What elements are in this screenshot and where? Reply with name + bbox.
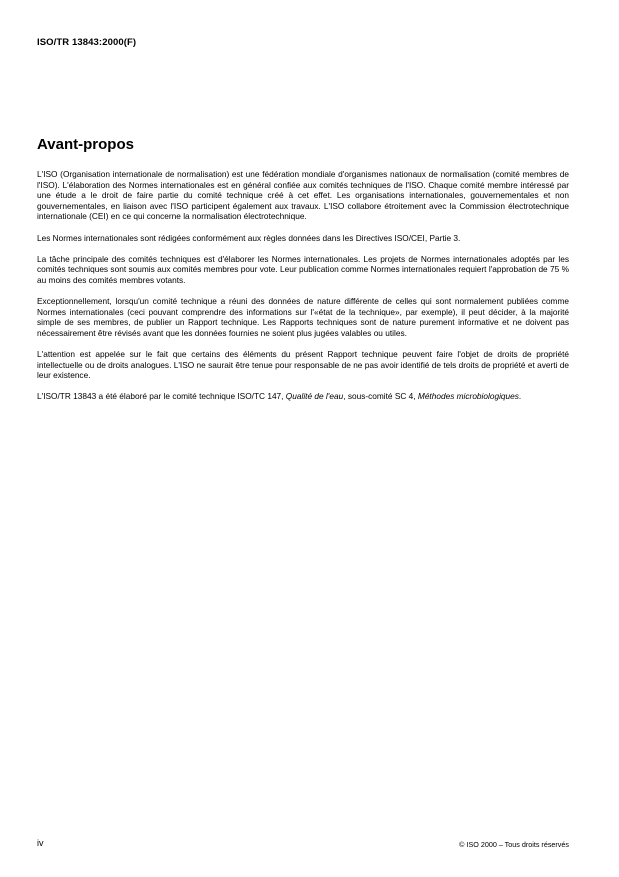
- origin-title-microbiological-methods: Méthodes microbiologiques: [417, 391, 519, 402]
- page-number: iv: [37, 838, 44, 848]
- paragraph-patent-rights: L'attention est appelée sur le fait que certains des éléments du présent Rapport technique peuvent faire l'objet de droits de propriété intellectuelle ou de droits analogues. L'ISO ne saurait être tenue pour responsable de ne pas avoir identifié de tels droits de propriété et averti de leur existence.: [37, 349, 569, 381]
- origin-title-water-quality: Qualité de l'eau: [285, 391, 344, 402]
- paragraph-directives: Les Normes internationales sont rédigées conformément aux règles données dans les Directives ISO/CEI, Partie 3.: [37, 232, 461, 243]
- document-identifier: ISO/TR 13843:2000(F): [37, 37, 137, 48]
- origin-text-part2: , sous-comité SC 4,: [343, 391, 418, 402]
- origin-text-part1: L'ISO/TR 13843 a été élaboré par le comité technique ISO/TC 147,: [37, 391, 286, 402]
- origin-text-part3: .: [518, 391, 522, 402]
- paragraph-technical-reports: Exceptionnellement, lorsqu'un comité technique a réuni des données de nature différente de celles qui sont normalement publiées comme Normes internationales (ceci pouvant comprendre des informations sur l'«état de la technique», par exemple), il peut décider, à la majorité simple de ses membres, de publier un Rapport technique. Les Rapports techniques sont de nature purement informative et ne doivent pas nécessairement être révisés avant que les données fournies ne soient plus jugées valables ou utiles.: [37, 296, 569, 338]
- foreword-body: [37, 169, 569, 413]
- copyright-notice: © ISO 2000 – Tous droits réservés: [459, 840, 569, 849]
- paragraph-technical-committees: La tâche principale des comités techniques est d'élaborer les Normes internationales. Les projets de Normes internationales adoptés par les comités techniques sont soumis aux comités membres pour vote. Leur publication comme Normes internationales requiert l'approbation de 75 % au moins des comités membres votants.: [37, 253, 569, 285]
- paragraph-report-origin: [37, 391, 569, 402]
- section-heading: Avant-propos: [37, 136, 134, 153]
- paragraph-iso-organisation: L'ISO (Organisation internationale de normalisation) est une fédération mondiale d'organismes nationaux de normalisation (comité membres de l'ISO). L'élaboration des Normes internationales est en général confiée aux comités techniques de l'ISO. Chaque comité membre intéressé par une étude a le droit de faire partie du comité technique créé à cet effet. Les organisations internationales, gouvernementales et non gouvernementales, en liaison avec l'ISO participent également aux travaux. L'ISO collabore étroitement avec la Commission électrotechnique internationale (CEI) en ce qui concerne la normalisation électrotechnique.: [37, 169, 569, 222]
